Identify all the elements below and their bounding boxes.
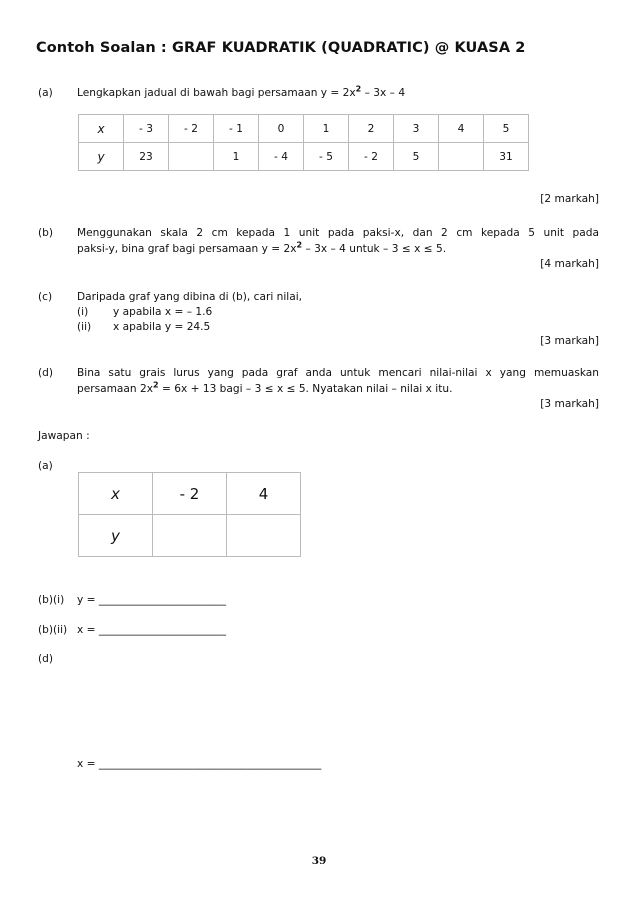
table-cell-y: 23 [124, 143, 169, 171]
answer-bi-label: (b)(i) [38, 594, 65, 606]
question-d-line1: Bina satu grais lurus yang pada graf anda untuk mencari nilai-nilai x yang memuaskan [77, 367, 599, 379]
table-cell-x: - 1 [214, 115, 259, 143]
table-cell-y: - 5 [304, 143, 349, 171]
page-title: Contoh Soalan : GRAF KUADRATIK (QUADRATIC) @ KUASA 2 [36, 40, 526, 56]
question-c-label: (c) [38, 291, 53, 303]
answer-input-y-2[interactable] [227, 515, 301, 557]
question-a-marks: [2 markah] [540, 193, 599, 205]
question-b-marks: [4 markah] [540, 258, 599, 270]
page-number: 39 [311, 855, 327, 867]
question-c-i-text: y apabila x = – 1.6 [113, 306, 213, 318]
question-b-exponent: 2 [296, 240, 303, 250]
question-b-label: (b) [38, 227, 53, 239]
question-b-line2 [77, 241, 599, 257]
table-cell-x: - 2 [169, 115, 214, 143]
table-cell-y-blank [169, 143, 214, 171]
question-b-line2-pre: paksi-y, bina graf bagi persamaan y = 2x [77, 243, 297, 255]
table-cell-y: 1 [214, 143, 259, 171]
question-a-text-pre: Lengkapkan jadual di bawah bagi persamaan y = 2x [77, 87, 356, 99]
question-a-text [77, 85, 599, 101]
question-c-ii-label: (ii) [77, 321, 92, 333]
table-cell-x: 4 [439, 115, 484, 143]
question-a-text-post: – 3x – 4 [361, 87, 406, 99]
table-cell-y: 5 [394, 143, 439, 171]
table-cell-y: - 2 [349, 143, 394, 171]
question-c-ii [77, 319, 599, 335]
question-c-i [77, 304, 599, 320]
question-a-label: (a) [38, 87, 53, 99]
question-d-exponent: 2 [153, 380, 159, 390]
question-c-marks: [3 markah] [540, 335, 599, 347]
answer-a-label: (a) [38, 460, 53, 472]
question-d-line2-pre: persamaan 2x [77, 383, 154, 395]
table-cell-y: 31 [484, 143, 529, 171]
answer-bi-line[interactable]: y = ________________________ [77, 594, 227, 606]
answer-table-row-x [79, 473, 301, 515]
table-cell-y-blank [439, 143, 484, 171]
answer-input-y-1[interactable] [153, 515, 227, 557]
question-b-line1: Menggunakan skala 2 cm kepada 1 unit pada paksi-x, dan 2 cm kepada 5 unit pada [77, 227, 599, 239]
question-c-ii-text: x apabila y = 24.5 [113, 321, 211, 333]
answer-table-header-x: x [79, 473, 153, 515]
answer-table-row-y [79, 515, 301, 557]
question-d-line2-post: = 6x + 13 bagi – 3 ≤ x ≤ 5. Nyatakan nilai – nilai x itu. [158, 383, 453, 395]
answer-d-label: (d) [38, 653, 53, 665]
question-d-marks: [3 markah] [540, 398, 599, 410]
table-cell-x: - 3 [124, 115, 169, 143]
answer-table-cell-x: - 2 [153, 473, 227, 515]
question-c-line1: Daripada graf yang dibina di (b), cari nilai, [77, 291, 303, 303]
question-c-i-label: (i) [77, 306, 89, 318]
table-row-y [79, 143, 529, 171]
answer-bii-label: (b)(ii) [38, 624, 68, 636]
table-cell-x: 2 [349, 115, 394, 143]
table-cell-x: 3 [394, 115, 439, 143]
question-a-table [78, 114, 529, 171]
answer-table-header-y: y [79, 515, 153, 557]
question-d-label: (d) [38, 367, 53, 379]
table-row-x [79, 115, 529, 143]
answer-d-line[interactable]: x = __________________________________________ [77, 758, 322, 770]
question-d-line2 [77, 381, 599, 397]
answer-table-cell-x: 4 [227, 473, 301, 515]
table-cell-y: - 4 [259, 143, 304, 171]
question-a-exponent: 2 [355, 84, 362, 94]
table-header-y: y [79, 143, 124, 171]
answer-table [78, 472, 301, 557]
table-cell-x: 1 [304, 115, 349, 143]
question-b-line2-post: – 3x – 4 untuk – 3 ≤ x ≤ 5. [302, 243, 447, 255]
answer-bii-line[interactable]: x = ________________________ [77, 624, 227, 636]
table-header-x: x [79, 115, 124, 143]
table-cell-x: 5 [484, 115, 529, 143]
answer-heading: Jawapan : [38, 430, 90, 442]
table-cell-x: 0 [259, 115, 304, 143]
